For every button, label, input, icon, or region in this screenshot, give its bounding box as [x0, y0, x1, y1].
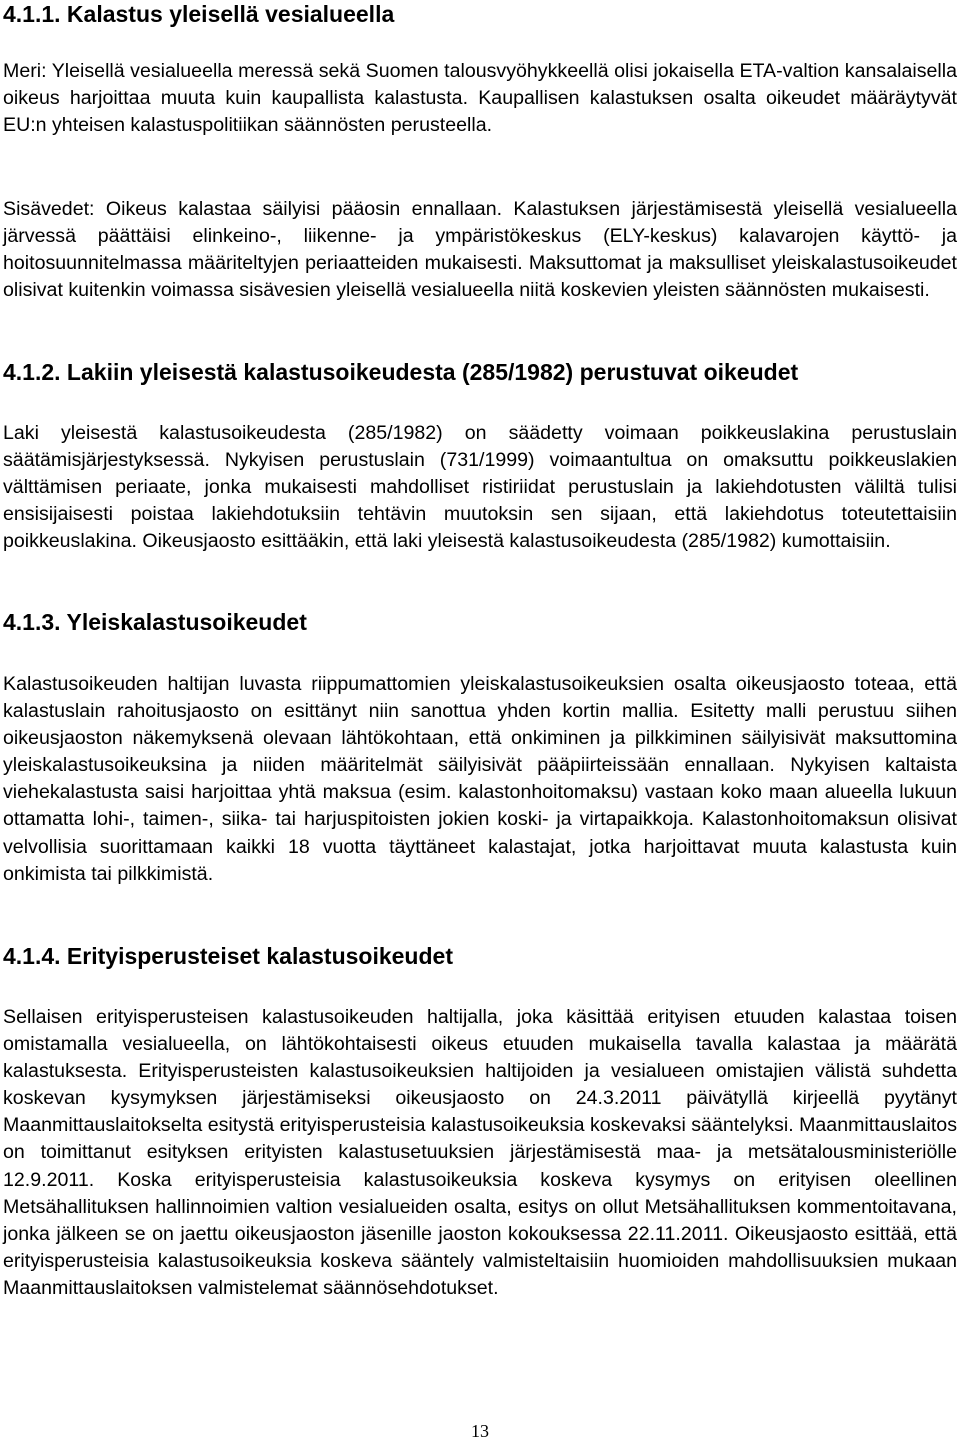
section-heading-4-1-4: 4.1.4. Erityisperusteiset kalastusoikeudet	[3, 943, 453, 969]
page-number: 13	[471, 1421, 489, 1441]
paragraph-erityisperusteiset: Sellaisen erityisperusteisen kalastusoikeuden haltijalla, joka käsittää erityisen etuuden kalastaa toisen omistamalla vesialueella, on lähtökohtaisesti oikeus etuuden mukaisella tavalla kalastaa ja määrätä kalastuksesta. Erityisperusteisten kalastusoikeuksien haltijoiden ja vesialueen omistajien välistä suhdetta koskevan kysymyksen järjestämiseksi oikeusjaosto on 24.3.2011 päivätyllä kirjeellä pyytänyt Maanmittauslaitokselta esitystä erityisperusteisia kalastusoikeuksia koskevaksi sääntelyksi. Maanmittauslaitos on toimittanut esityksen erityisten kalastusetuuksien järjestämisestä maa- ja metsätalousministeriölle 12.9.2011. Koska erityisperusteisia kalastusoikeuksia koskeva kysymys on erityisen oleellinen Metsähallituksen hallinnoimien valtion vesialueiden osalta, esitys on ollut Metsähallituksen kommentoitavana, jonka jälkeen se on jaettu oikeusjaoston jäsenille jaoston kokouksessa 22.11.2011. Oikeusjaosto esittää, että erityisperusteisia kalastusoikeuksia koskeva sääntely valmisteltaisiin huomioiden mahdollisuuksien mukaan Maanmittauslaitoksen valmistelemat säännösehdotukset.	[3, 1006, 957, 1299]
section-heading-4-1-3: 4.1.3. Yleiskalastusoikeudet	[3, 609, 307, 635]
section-heading-4-1-1: 4.1.1. Kalastus yleisellä vesialueella	[3, 1, 395, 27]
paragraph-sisavedet: Sisävedet: Oikeus kalastaa säilyisi pääosin ennallaan. Kalastuksen järjestämisestä yleisellä vesialueella järvessä päättäisi elinkeino-, liikenne- ja ympäristökeskus (ELY-keskus) kalavarojen käyttö- ja hoitosuunnitelmassa määriteltyjen periaatteiden mukaisesti. Maksuttomat ja maksulliset yleiskalastusoikeudet olisivat kuitenkin voimassa sisävesien yleisellä vesialueella niitä koskevien yleisten säännösten mukaisesti.	[3, 198, 957, 302]
paragraph-meri: Meri: Yleisellä vesialueella meressä sekä Suomen talousvyöhykkeellä olisi jokaisella ETA-valtion kansalaisella oikeus harjoittaa muuta kuin kaupallista kalastusta. Kaupallisen kalastuksen osalta oikeudet määräytyvät EU:n yhteisen kalastuspolitiikan säännösten perusteella.	[3, 60, 957, 137]
section-heading-4-1-2: 4.1.2. Lakiin yleisestä kalastusoikeudesta (285/1982) perustuvat oikeudet	[3, 359, 799, 385]
paragraph-laki-yleisesta: Laki yleisestä kalastusoikeudesta (285/1982) on säädetty voimaan poikkeuslakina perustuslain säätämisjärjestyksessä. Nykyisen perustuslain (731/1999) voimaantultua on omaksuttu poikkeuslakien välttämisen periaate, jonka mukaisesti mahdolliset ristiriidat perustuslain ja lakiehdotusten väliltä tulisi ensisijaisesti poistaa lakiehdotuksiin tehtävin muutoksin sen sijaan, että lakiehdotus toteutettaisiin poikkeuslakina. Oikeusjaosto esittääkin, että laki yleisestä kalastusoikeudesta (285/1982) kumottaisiin.	[3, 422, 957, 553]
paragraph-yleiskalastusoikeudet: Kalastusoikeuden haltijan luvasta riippumattomien yleiskalastusoikeuksien osalta oikeusjaosto toteaa, että kalastuslain rahoitusjaosto on esittänyt niin sanottua yhden kortin mallia. Esitetty malli perustuu siihen oikeusjaoston näkemyksenä olevaan lähtökohtaan, että onkiminen ja pilkkiminen säilyisivät maksuttomina yleiskalastusoikeuksina ja niiden määritelmät säilyisivät pääpiirteissään ennallaan. Nykyisen kaltaista viehekalastusta saisi harjoittaa yhtä maksua (esim. kalastonhoitomaksu) vastaan koko maan alueella lukuun ottamatta lohi-, taimen-, siika- tai harjuspitoisten jokien koski- ja virtapaikkoja. Kalastonhoitomaksun olisivat velvollisia suorittamaan kaikki 18 vuotta täyttäneet kalastajat, jotka harjoittavat muuta kalastusta kuin onkimista tai pilkkimistä.	[3, 673, 957, 885]
